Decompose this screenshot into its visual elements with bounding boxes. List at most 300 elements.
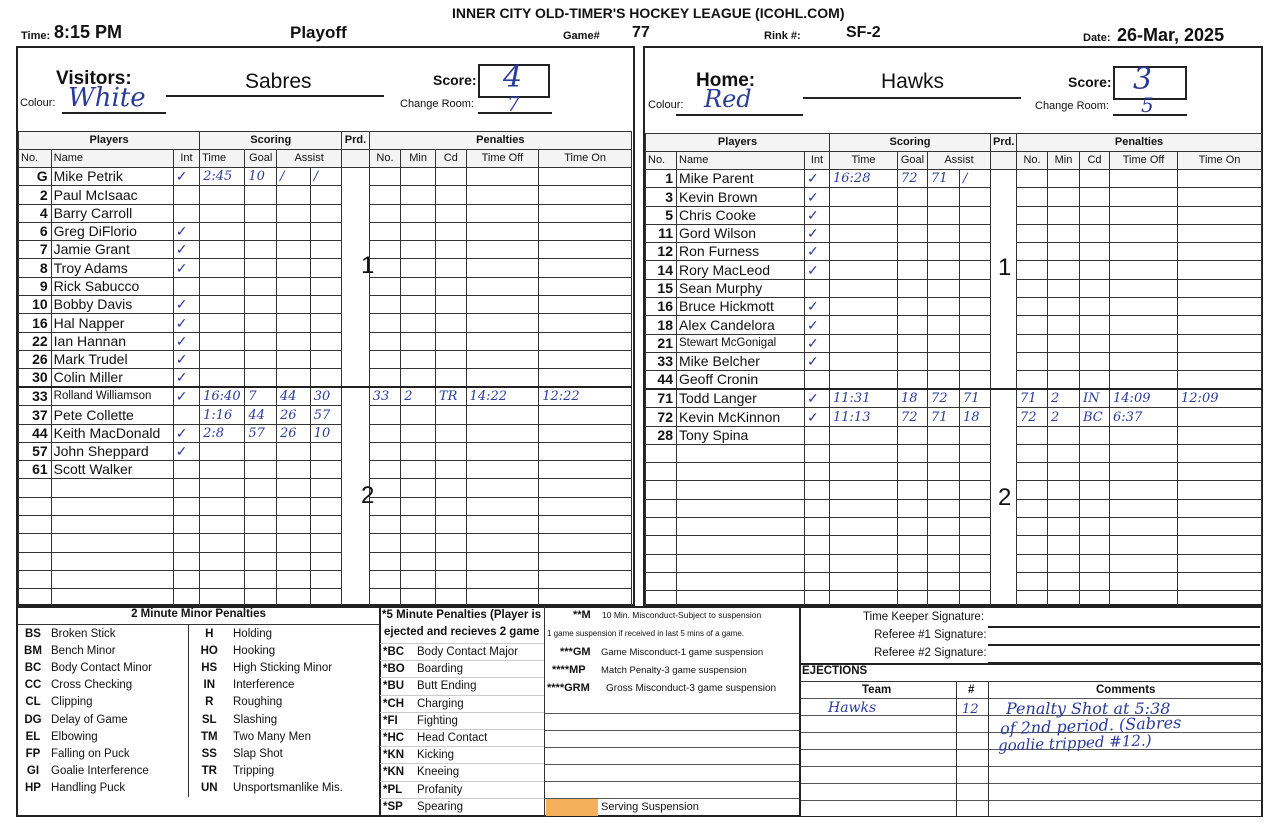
major-penalty-row: [380, 764, 544, 781]
player-number: 16: [19, 314, 52, 332]
player-number: 15: [646, 279, 677, 297]
scoring-goal: 10: [245, 168, 277, 186]
player-number: 37: [19, 406, 52, 424]
home-label: Home:: [696, 70, 756, 91]
check-icon: ✓: [805, 206, 830, 224]
table-row: [646, 463, 1262, 481]
minor-penalty-row: [18, 659, 379, 676]
scoring-goal: 44: [245, 406, 277, 424]
col-min: Min: [1048, 152, 1080, 170]
penalty-desc: Butt Ending: [417, 680, 477, 693]
penalty-desc: Fighting: [417, 714, 458, 727]
check-icon: ✓: [173, 222, 199, 240]
penalty-code: *BO: [383, 663, 405, 676]
period-header: Prd.: [342, 132, 369, 150]
player-name: Scott Walker: [51, 461, 173, 479]
player-number: 72: [646, 408, 677, 426]
check-icon: ✓: [173, 168, 199, 186]
table-row: [646, 481, 1262, 499]
gm-code: ***GM: [560, 646, 591, 658]
table-row: [646, 536, 1262, 554]
check-icon: ✓: [173, 296, 199, 314]
timekeeper-line: [988, 626, 1260, 628]
table-row: [19, 204, 632, 222]
major-penalty-row: [380, 798, 544, 815]
timekeeper-label: Time Keeper Signature:: [863, 611, 985, 623]
col-time: Time: [830, 152, 898, 170]
scoring-a2: 18: [960, 408, 991, 426]
player-number: 7: [19, 241, 52, 259]
scoring-time: 2:45: [200, 168, 245, 186]
m-text: 10 Min. Misconduct-Subject to suspension: [602, 610, 762, 620]
scoring-a1: /: [277, 168, 311, 186]
table-row: [19, 369, 632, 388]
scoring-goal: 7: [245, 387, 277, 406]
scoring-goal: 18: [898, 389, 928, 408]
home-colour-label: Colour:: [648, 99, 684, 111]
player-name: Rory MacLeod: [677, 261, 805, 279]
scoring-a1: 71: [928, 408, 960, 426]
player-number: 21: [646, 334, 677, 352]
penalty-code: FP: [25, 747, 41, 760]
table-row: [19, 589, 632, 607]
table-row: [19, 442, 632, 460]
penalty-desc: High Sticking Minor: [233, 661, 333, 674]
penalty-desc: Boarding: [417, 663, 464, 676]
check-icon: ✓: [173, 350, 199, 368]
penalty-cd: TR: [436, 387, 467, 406]
scoring-header: Scoring: [200, 132, 342, 150]
penalty-code: SL: [201, 713, 217, 726]
ejections-comments-header: Comments: [1096, 684, 1156, 696]
penalty-desc: Body Contact Minor: [48, 659, 188, 676]
scoring-a1: 72: [928, 389, 960, 408]
minor-penalty-row: [18, 711, 379, 728]
penalty-code: HP: [25, 782, 41, 795]
penalty-code: BC: [24, 661, 42, 674]
major-penalties-title-1: *5 Minute Penalties (Player is: [382, 609, 542, 621]
player-name: Mike Parent: [677, 170, 805, 188]
table-row: [19, 241, 632, 259]
rink: SF-2: [846, 24, 881, 41]
penalty-desc: Kicking: [417, 749, 455, 762]
check-icon: ✓: [805, 408, 830, 426]
table-row: [19, 350, 632, 368]
penalty-code: HO: [200, 644, 218, 657]
penalty-code: *PL: [383, 783, 403, 796]
player-number: 22: [19, 332, 52, 350]
penalty-desc: Charging: [417, 697, 464, 710]
player-name: Gord Wilson: [677, 224, 805, 242]
check-icon: ✓: [805, 334, 830, 352]
table-row: [646, 408, 1262, 426]
col-time: Time: [200, 150, 245, 168]
major-penalty-row: [380, 747, 544, 764]
minor-penalty-row: [18, 728, 379, 745]
col-name: Name: [51, 150, 173, 168]
home-colour-line: [676, 114, 803, 116]
major-penalty-row: [380, 661, 544, 678]
penalties-header: Penalties: [1017, 134, 1262, 152]
col-int: Int: [173, 150, 199, 168]
col-cd: Cd: [436, 150, 467, 168]
penalties-header: Penalties: [369, 132, 631, 150]
player-name: Rick Sabucco: [51, 277, 173, 295]
scoring-a1: 26: [277, 424, 311, 442]
col-assist: Assist: [277, 150, 342, 168]
player-name: Sean Murphy: [677, 279, 805, 297]
home-team-line: [803, 97, 1021, 99]
scoring-a1: 26: [277, 406, 311, 424]
home-period-2: 2: [998, 484, 1012, 511]
penalty-code: *HC: [383, 732, 405, 745]
penalty-code: *BU: [383, 680, 405, 693]
player-name: Greg DiFlorio: [51, 222, 173, 240]
players-header: Players: [19, 132, 200, 150]
game-type: Playoff: [290, 23, 347, 42]
player-name: Pete Collette: [51, 406, 173, 424]
referee1-label: Referee #1 Signature:: [874, 629, 987, 641]
mp-code: ****MP: [552, 664, 586, 676]
table-row: [19, 168, 632, 186]
scoring-time: 11:13: [830, 408, 898, 426]
penalty-desc: Tripping: [233, 765, 275, 778]
major-penalty-row: [380, 712, 544, 729]
penalty-on: 12:22: [539, 387, 632, 406]
game-number-label: Game#: [563, 30, 600, 42]
player-name: Todd Langer: [677, 389, 805, 408]
penalty-code: TR: [201, 765, 217, 778]
penalty-min: 2: [1048, 408, 1080, 426]
scoring-time: 11:31: [830, 389, 898, 408]
penalty-desc: Broken Stick: [48, 625, 188, 642]
penalty-desc: Kneeing: [417, 766, 460, 779]
table-row: [646, 188, 1262, 206]
minor-penalty-row: [18, 780, 379, 797]
major-penalties-title-2: ejected and recieves 2 game: [384, 626, 540, 638]
penalty-code: GI: [26, 765, 40, 778]
table-row: [646, 170, 1262, 188]
penalty-off: 6:37: [1110, 408, 1178, 426]
home-room-line: [1113, 114, 1187, 116]
ejections-title: EJECTIONS: [802, 665, 868, 677]
penalty-desc: Body Contact Major: [417, 646, 518, 659]
minor-penalty-row: [18, 677, 379, 694]
penalty-on: [1178, 408, 1262, 426]
visitors-colour-label: Colour:: [20, 97, 56, 109]
penalty-desc: Goalie Interference: [48, 763, 188, 780]
check-icon: ✓: [805, 261, 830, 279]
check-icon: ✓: [173, 442, 199, 460]
table-row: [646, 426, 1262, 444]
player-name: John Sheppard: [51, 442, 173, 460]
ejection-comment-2: of 2nd period. (Sabres: [999, 712, 1182, 739]
penalty-desc: Handling Puck: [48, 780, 188, 797]
penalty-code: *BC: [383, 646, 405, 659]
penalty-code: IN: [203, 679, 215, 692]
time-label: Time:: [21, 30, 51, 42]
major-penalty-row: [380, 644, 544, 661]
major-penalty-row: [380, 729, 544, 746]
col-pen-no: No.: [1017, 152, 1048, 170]
penalty-no: 72: [1017, 408, 1048, 426]
visitors-period-1: 1: [361, 252, 375, 279]
rink-label: Rink #:: [764, 30, 801, 42]
penalty-desc: Delay of Game: [48, 711, 188, 728]
visitors-rows: [19, 168, 632, 608]
table-row: [646, 554, 1262, 572]
penalty-desc: Spearing: [417, 801, 464, 814]
penalty-desc: Two Many Men: [233, 730, 311, 743]
player-name: Bruce Hickmott: [677, 298, 805, 316]
home-team: Hawks: [881, 70, 945, 93]
penalty-code: UN: [200, 782, 218, 795]
col-min: Min: [401, 150, 436, 168]
player-number: 61: [19, 461, 52, 479]
penalty-desc: Interference: [233, 679, 295, 692]
penalty-desc: Roughing: [233, 696, 283, 709]
player-number: 10: [19, 296, 52, 314]
penalty-desc: Cross Checking: [48, 677, 188, 694]
penalty-desc: Slap Shot: [233, 747, 283, 760]
visitors-score: 4: [503, 60, 523, 95]
player-number: 44: [646, 371, 677, 390]
visitors-grid: [18, 131, 632, 608]
penalty-min: 2: [401, 387, 436, 406]
home-room-label: Change Room:: [1035, 100, 1109, 112]
table-row: [646, 499, 1262, 517]
table-row: [19, 516, 632, 534]
gm-text: Game Misconduct-1 game suspension: [601, 647, 764, 658]
scoring-time: 16:40: [200, 387, 245, 406]
player-number: 44: [19, 424, 52, 442]
table-row: [646, 352, 1262, 370]
player-number: 33: [646, 352, 677, 370]
player-name: Hal Napper: [51, 314, 173, 332]
penalty-desc: Holding: [233, 627, 272, 640]
visitors-colour: White: [68, 83, 146, 113]
home-room: 5: [1141, 93, 1154, 117]
check-icon: ✓: [805, 170, 830, 188]
col-pen-no: No.: [369, 150, 401, 168]
date-label: Date:: [1083, 32, 1111, 44]
player-name: Paul McIsaac: [51, 186, 173, 204]
player-name: Barry Carroll: [51, 204, 173, 222]
league-title: INNER CITY OLD-TIMER'S HOCKEY LEAGUE (ICOHL.COM): [452, 5, 845, 21]
col-time-on: Time On: [539, 150, 632, 168]
players-header: Players: [646, 134, 830, 152]
visitors-team-line: [166, 95, 384, 97]
col-goal: Goal: [898, 152, 928, 170]
minor-penalty-row: [18, 694, 379, 711]
table-row: [19, 406, 632, 424]
grm-code: ****GRM: [547, 682, 590, 694]
m-text-2: 1 game suspension if received in last 5 mins of a game.: [547, 629, 744, 638]
player-name: Alex Candelora: [677, 316, 805, 334]
player-name: Chris Cooke: [677, 206, 805, 224]
referee2-label: Referee #2 Signature:: [874, 647, 987, 659]
visitors-label: Visitors:: [56, 68, 132, 89]
player-number: 2: [19, 186, 52, 204]
scoring-a1: 44: [277, 387, 311, 406]
check-icon: ✓: [173, 387, 199, 406]
scoring-time: 2:8: [200, 424, 245, 442]
penalty-cd: IN: [1080, 389, 1110, 408]
table-row: [19, 461, 632, 479]
col-assist: Assist: [928, 152, 991, 170]
penalty-code: CC: [24, 679, 42, 692]
check-icon: ✓: [805, 243, 830, 261]
player-name: Ron Furness: [677, 243, 805, 261]
table-row: [19, 296, 632, 314]
visitors-colour-line: [62, 112, 166, 114]
player-number: 18: [646, 316, 677, 334]
player-number: 5: [646, 206, 677, 224]
col-time-off: Time Off: [1110, 152, 1178, 170]
table-row: [646, 298, 1262, 316]
table-row: [646, 389, 1262, 408]
penalty-no: 33: [369, 387, 401, 406]
player-number: 1: [646, 170, 677, 188]
visitors-team: Sabres: [245, 70, 312, 93]
col-time-off: Time Off: [466, 150, 539, 168]
player-number: 3: [646, 188, 677, 206]
col-name: Name: [677, 152, 805, 170]
player-name: Mike Petrik: [51, 168, 173, 186]
penalty-desc: Head Contact: [417, 732, 488, 745]
player-name: Bobby Davis: [51, 296, 173, 314]
table-row: [646, 316, 1262, 334]
player-name: Tony Spina: [677, 426, 805, 444]
penalty-cd: BC: [1080, 408, 1110, 426]
check-icon: ✓: [805, 352, 830, 370]
ejection-team: Hawks: [828, 700, 877, 716]
player-name: Stewart McGonigal: [677, 334, 805, 352]
player-name: Kevin McKinnon: [677, 408, 805, 426]
penalty-off: 14:22: [466, 387, 539, 406]
scoring-goal: 72: [898, 170, 928, 188]
visitors-period-2: 2: [361, 482, 375, 509]
player-name: Troy Adams: [51, 259, 173, 277]
major-penalties-table: [380, 643, 544, 815]
player-number: 16: [646, 298, 677, 316]
table-row: [19, 387, 632, 406]
table-row: [646, 261, 1262, 279]
scoring-header: Scoring: [830, 134, 991, 152]
check-icon: ✓: [805, 316, 830, 334]
visitors-room: 7: [507, 92, 520, 116]
penalty-desc: Elbowing: [48, 728, 188, 745]
col-time-on: Time On: [1178, 152, 1262, 170]
ejections-team-header: Team: [862, 684, 892, 696]
scoring-goal: 72: [898, 408, 928, 426]
check-icon: ✓: [173, 332, 199, 350]
visitors-room-line: [478, 112, 552, 114]
scoring-time: 16:28: [830, 170, 898, 188]
player-name: Ian Hannan: [51, 332, 173, 350]
col-cd: Cd: [1080, 152, 1110, 170]
penalty-desc: Profanity: [417, 783, 463, 796]
penalty-desc: Hooking: [233, 644, 276, 657]
penalty-code: BS: [25, 627, 41, 640]
table-row: [19, 332, 632, 350]
player-number: 11: [646, 224, 677, 242]
player-number: 33: [19, 387, 52, 406]
home-colour: Red: [704, 85, 752, 113]
referee1-line: [988, 644, 1260, 646]
player-name: Keith MacDonald: [51, 424, 173, 442]
penalty-desc: Clipping: [48, 694, 188, 711]
ejection-comment-3: goalie tripped #12.): [997, 731, 1152, 755]
table-row: [646, 518, 1262, 536]
player-number: 8: [19, 259, 52, 277]
minor-penalty-row: [18, 763, 379, 780]
grm-text: Gross Misconduct-3 game suspension: [606, 683, 777, 694]
table-row: [646, 334, 1262, 352]
penalty-code: *KN: [383, 766, 405, 779]
penalty-code: BM: [24, 644, 42, 657]
table-row: [646, 243, 1262, 261]
scoring-goal: 57: [245, 424, 277, 442]
penalty-code: *SP: [383, 801, 403, 814]
home-period-1: 1: [998, 254, 1012, 281]
penalty-code: SS: [201, 747, 217, 760]
penalty-desc: Unsportsmanlike Mis.: [233, 782, 343, 795]
scoring-a1: 71: [928, 170, 960, 188]
table-row: [646, 572, 1262, 590]
player-number: 9: [19, 277, 52, 295]
penalty-desc: Falling on Puck: [48, 745, 188, 762]
player-number: G: [19, 168, 52, 186]
player-number: 57: [19, 442, 52, 460]
ejection-no: 12: [962, 702, 979, 717]
major-penalty-row: [380, 695, 544, 712]
m-code: **M: [573, 609, 591, 621]
penalty-on: 12:09: [1178, 389, 1262, 408]
minor-penalty-row: [18, 745, 379, 762]
player-number: 6: [19, 222, 52, 240]
scoring-a2: /: [310, 168, 342, 186]
home-score: 3: [1133, 62, 1153, 97]
penalty-code: HS: [201, 661, 218, 674]
check-icon: ✓: [173, 259, 199, 277]
table-row: [19, 497, 632, 515]
serving-swatch: [546, 799, 598, 816]
table-row: [646, 206, 1262, 224]
table-row: [19, 552, 632, 570]
player-number: 4: [19, 204, 52, 222]
penalty-no: 71: [1017, 389, 1048, 408]
penalty-desc: Bench Minor: [48, 642, 188, 659]
scoring-a2: 57: [310, 406, 342, 424]
table-row: [19, 534, 632, 552]
ejection-comment-1: Penalty Shot at 5:38: [1006, 699, 1171, 718]
ejections-no-header: #: [968, 684, 975, 696]
check-icon: ✓: [805, 224, 830, 242]
table-row: [646, 444, 1262, 462]
player-name: Jamie Grant: [51, 241, 173, 259]
game-number: 77: [632, 24, 650, 41]
player-number: 14: [646, 261, 677, 279]
table-row: [19, 277, 632, 295]
penalty-desc: Slashing: [233, 713, 278, 726]
check-icon: ✓: [805, 188, 830, 206]
col-int: Int: [805, 152, 830, 170]
check-icon: ✓: [173, 314, 199, 332]
scoring-time: 1:16: [200, 406, 245, 424]
col-goal: Goal: [245, 150, 277, 168]
minor-penalty-row: [18, 625, 379, 642]
